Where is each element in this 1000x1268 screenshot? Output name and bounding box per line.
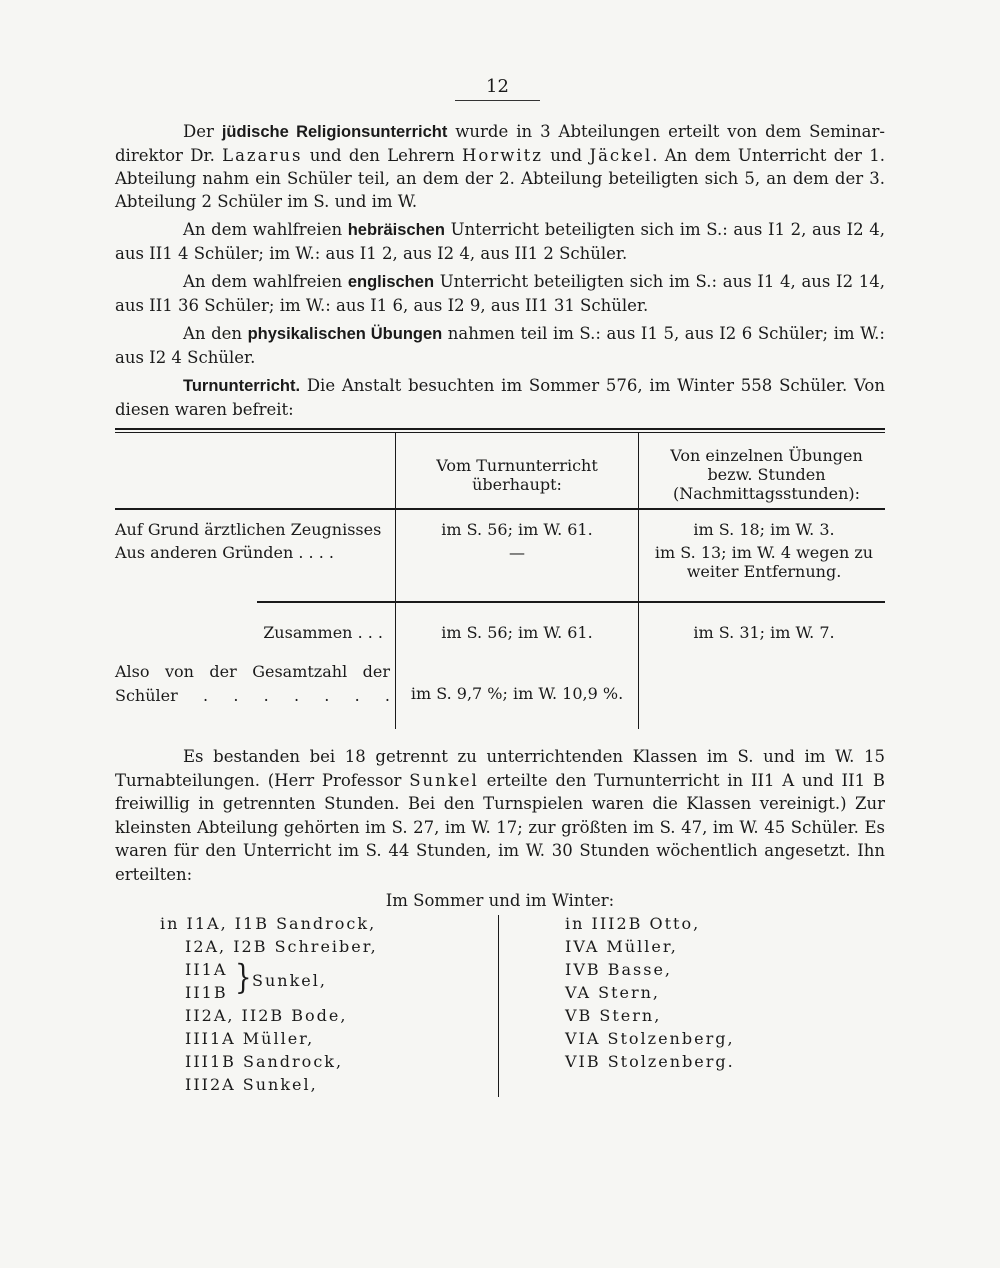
table-top-rule xyxy=(115,428,885,430)
total-col2: im S. 56; im W. 61. xyxy=(441,623,593,642)
heading-hebrew: hebräischen xyxy=(347,221,445,239)
paragraph-physics: An den physikalischen Übungen nahmen teil im S.: aus I1 5, aus I2 6 Schüler; im W.: aus I2 4 Schüler. xyxy=(115,324,885,367)
assignment-item: I2A, I2B Schreiber, xyxy=(185,937,378,956)
assignment-item: VA Stern, xyxy=(565,983,661,1002)
table-sum-rule xyxy=(257,601,885,603)
heading-gymnastics: Turnunterricht. xyxy=(183,377,301,395)
assignment-item: II1A xyxy=(185,960,228,979)
intro-text xyxy=(115,120,885,426)
name-jaeckel: Jäckel xyxy=(589,146,653,165)
assignment-item: IVB Basse, xyxy=(565,960,672,979)
name-horwitz: Horwitz xyxy=(462,146,543,165)
paragraph-gymnastics-groups: Es bestanden bei 18 getrennt zu unterrichtenden Klassen im S. und im W. 15 Turnabteilungen. (Herr Professor Sunkel erteilte den Turnunterricht in II1 A und II1 B freiwillig in getrennten Stunden. Bei den Turnspielen waren die Klassen vereinigt.) Zur kleinsten Abteilung gehörten im S. 27, im W. 17; zur größten im S. 47, im W. 45 Schüler. Es waren für den Unterricht im S. 44 Stunden, im W. 30 Stunden wöchentlich angesetzt. Ihn erteilten: xyxy=(115,747,885,884)
assignment-item: II1B xyxy=(185,983,228,1002)
assignment-item: in I1A, I1B Sandrock, xyxy=(160,914,377,933)
row-medical-col2: im S. 56; im W. 61. xyxy=(441,520,593,539)
teachers-right-column xyxy=(565,912,735,1073)
heading-physics: physikalischen Übungen xyxy=(247,325,443,343)
row-other-col2: — xyxy=(509,543,525,562)
teachers-left-column xyxy=(160,912,378,1096)
assignment-item: III2A Sunkel, xyxy=(185,1075,318,1094)
row-medical-col3: im S. 18; im W. 3. xyxy=(693,520,835,539)
assignment-item: IVA Müller, xyxy=(565,937,678,956)
heading-english: englischen xyxy=(347,273,435,291)
page-number: 12 xyxy=(455,76,540,101)
gymnastics-text xyxy=(115,745,885,912)
exemption-table xyxy=(115,428,885,728)
table-col-divider-1 xyxy=(395,433,396,729)
assignment-item: VIA Stolzenberg, xyxy=(565,1029,735,1048)
total-label: Zusammen . . . xyxy=(263,623,383,642)
name-sunkel: Sunkel xyxy=(409,770,479,790)
header-col3: Von einzelnen Übungen bezw. Stunden (Nachmittagsstunden): xyxy=(670,446,863,503)
name-lazarus: Lazarus xyxy=(222,146,303,165)
total-col3: im S. 31; im W. 7. xyxy=(693,623,835,642)
paragraph-english: An dem wahlfreien englischen Unterricht beteiligten sich im S.: aus I1 4, aus I2 14, aus II1 36 Schüler; im W.: aus I1 6, aus I2 9, aus II1 31 Schüler. xyxy=(115,272,885,315)
row-other-col3: im S. 13; im W. 4 wegen zu weiter Entfernung. xyxy=(654,543,874,581)
paragraph-gymnastics: Turnunterricht. Die Anstalt besuchten im Sommer 576, im Winter 558 Schüler. Von diesen waren befreit: xyxy=(115,376,885,419)
share-col2: im S. 9,7 %; im W. 10,9 %. xyxy=(410,684,624,703)
header-col2: Vom Turnunterricht überhaupt: xyxy=(436,456,598,494)
assignment-item: Sunkel, xyxy=(252,971,327,990)
teachers-subheading: Im Sommer und im Winter: xyxy=(385,891,615,910)
brace-icon: } xyxy=(235,958,252,998)
assignment-item: VIB Stolzenberg. xyxy=(565,1052,735,1071)
assignment-item: III1B Sandrock, xyxy=(185,1052,344,1071)
heading-religion: jüdische Religionsunterricht xyxy=(221,123,448,141)
assignment-group-sunkel xyxy=(160,958,378,1004)
row-other-label: Aus anderen Gründen . . . . xyxy=(115,543,334,562)
column-divider xyxy=(498,915,499,1097)
share-label: Also von der Gesamtzahl der Schüler . . . . . . . xyxy=(115,662,390,705)
table-col-divider-2 xyxy=(638,433,639,729)
row-medical-label: Auf Grund ärztlichen Zeugnisses xyxy=(115,520,382,539)
assignment-item: in III2B Otto, xyxy=(565,914,701,933)
table-top-rule-thin xyxy=(115,432,885,433)
paragraph-religion: Der jüdische Religionsunterricht wurde in 3 Abteilungen erteilt von dem Seminar-direktor Dr. Lazarus und den Lehrern Horwitz und Jäckel. An dem Unterricht der 1. Abteilung nahm ein Schüler teil, an dem der 2. Abteilung beteiligten sich 5, an dem der 3. Abteilung 2 Schüler im S. und im W. xyxy=(115,122,886,211)
paragraph-hebrew: An dem wahlfreien hebräischen Unterricht beteiligten sich im S.: aus I1 2, aus I2 4, aus II1 4 Schüler; im W.: aus I1 2, aus I2 4, aus II1 2 Schüler. xyxy=(115,220,885,263)
assignment-item: III1A Müller, xyxy=(185,1029,315,1048)
assignment-item: II2A, II2B Bode, xyxy=(185,1006,348,1025)
table-header-rule xyxy=(115,508,885,510)
assignment-item: VB Stern, xyxy=(565,1006,662,1025)
